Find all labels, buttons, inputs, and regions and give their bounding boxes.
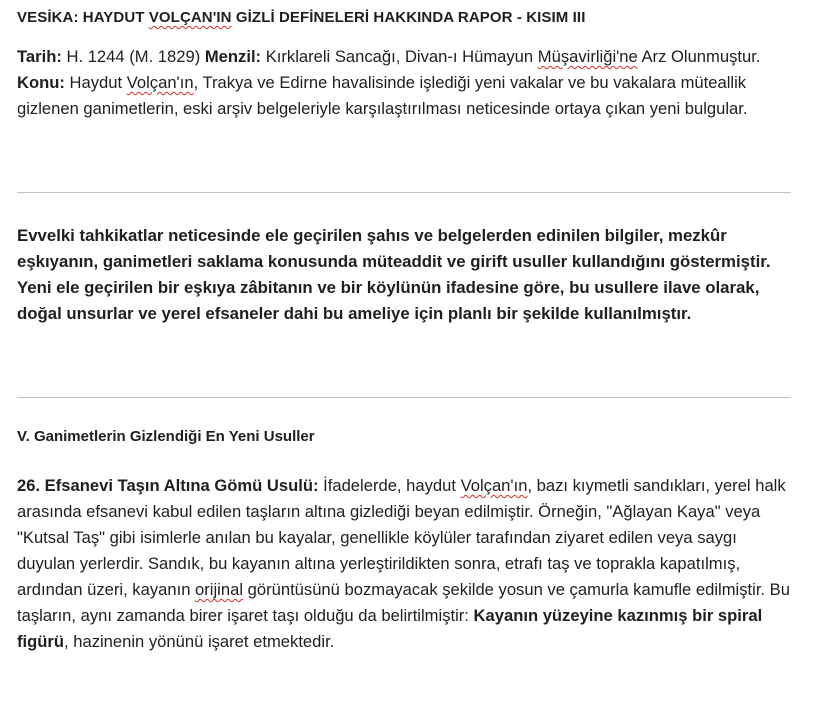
text: Haydut — [64, 73, 127, 92]
intro-paragraph — [17, 44, 795, 122]
document-title — [17, 9, 585, 26]
misspelled-word[interactable]: Volçan'ın — [126, 73, 194, 92]
horizontal-rule — [17, 192, 791, 193]
text: , bazı kıymetli sandıkları, yerel halk arasında efsanevi kabul edilen taşların altına gizlediği beyan edilmiştir. Örneğin, "Ağlayan Kaya" veya "Kutsal Taş" gibi isimlerle anılan bu kayalar, genellikle köylüler tarafından ziyaret edilen veya saygı duyulan yerlerdir. Sandık, bu kayanın altına yerleştirildikten sonra, etrafı taş ve toprakla kapatılmış, ardından üzeri, kayanın — [17, 476, 786, 599]
text: İfadelerde, haydut — [318, 476, 461, 495]
text: görüntüsünü bozmayacak şekilde yosun ve çamurla kamufle edilmiştir. Bu taşların, aynı zamanda birer işaret taşı olduğu da belirtilmiştir: — [17, 580, 790, 625]
misspelled-word[interactable]: VOLÇAN'IN — [148, 9, 232, 26]
title-text: VESİKA: HAYDUT — [17, 9, 149, 26]
misspelled-word[interactable]: Volçan'ın — [460, 476, 528, 495]
title-text: GİZLİ DEFİNELERİ HAKKINDA RAPOR - KISIM III — [231, 9, 586, 26]
item-label: 26. Efsanevi Taşın Altına Gömü Usulü: — [17, 476, 319, 495]
horizontal-rule — [17, 397, 791, 398]
range-label: Menzil: — [204, 47, 262, 66]
date-label: Tarih: — [17, 47, 62, 66]
summary-paragraph: Evvelki tahkikatlar neticesinde ele geçirilen şahıs ve belgelerden edinilen bilgiler, mezkûr eşkıyanın, ganimetleri saklama konusunda müteaddit ve girift usuller kullandığını göstermiştir. Yeni ele geçirilen bir eşkıya zâbitanın ve bir köylünün ifadesine göre, bu usullere ilave olarak, doğal unsurlar ve yerel efsaneler dahi bu ameliye için planlı bir şekilde kullanılmıştır. — [17, 226, 771, 323]
text: , Trakya ve Edirne havalisinde işlediği yeni vakalar ve bu vakalara müteallik gizlenen ganimetlerin, eski arşiv belgeleriyle karşılaştırılması neticesinde ortaya çıkan yeni bulgular. — [17, 73, 748, 118]
date-value: H. 1244 (M. 1829) — [61, 47, 205, 66]
misspelled-word[interactable]: orijinal — [195, 580, 244, 599]
misspelled-word[interactable]: Müşavirliği'ne — [537, 47, 638, 66]
section-heading: V. Ganimetlerin Gizlendiği En Yeni Usuller — [17, 428, 315, 445]
text: Arz Olunmuştur. — [637, 47, 761, 66]
text: Kırklareli Sancağı, Divan-ı Hümayun — [261, 47, 538, 66]
text: , hazinenin yönünü işaret etmektedir. — [64, 632, 335, 651]
subject-label: Konu: — [17, 73, 65, 92]
emphasis-text: Kayanın yüzeyine kazınmış bir spiral figürü — [17, 606, 763, 651]
item-26-paragraph — [17, 473, 795, 655]
